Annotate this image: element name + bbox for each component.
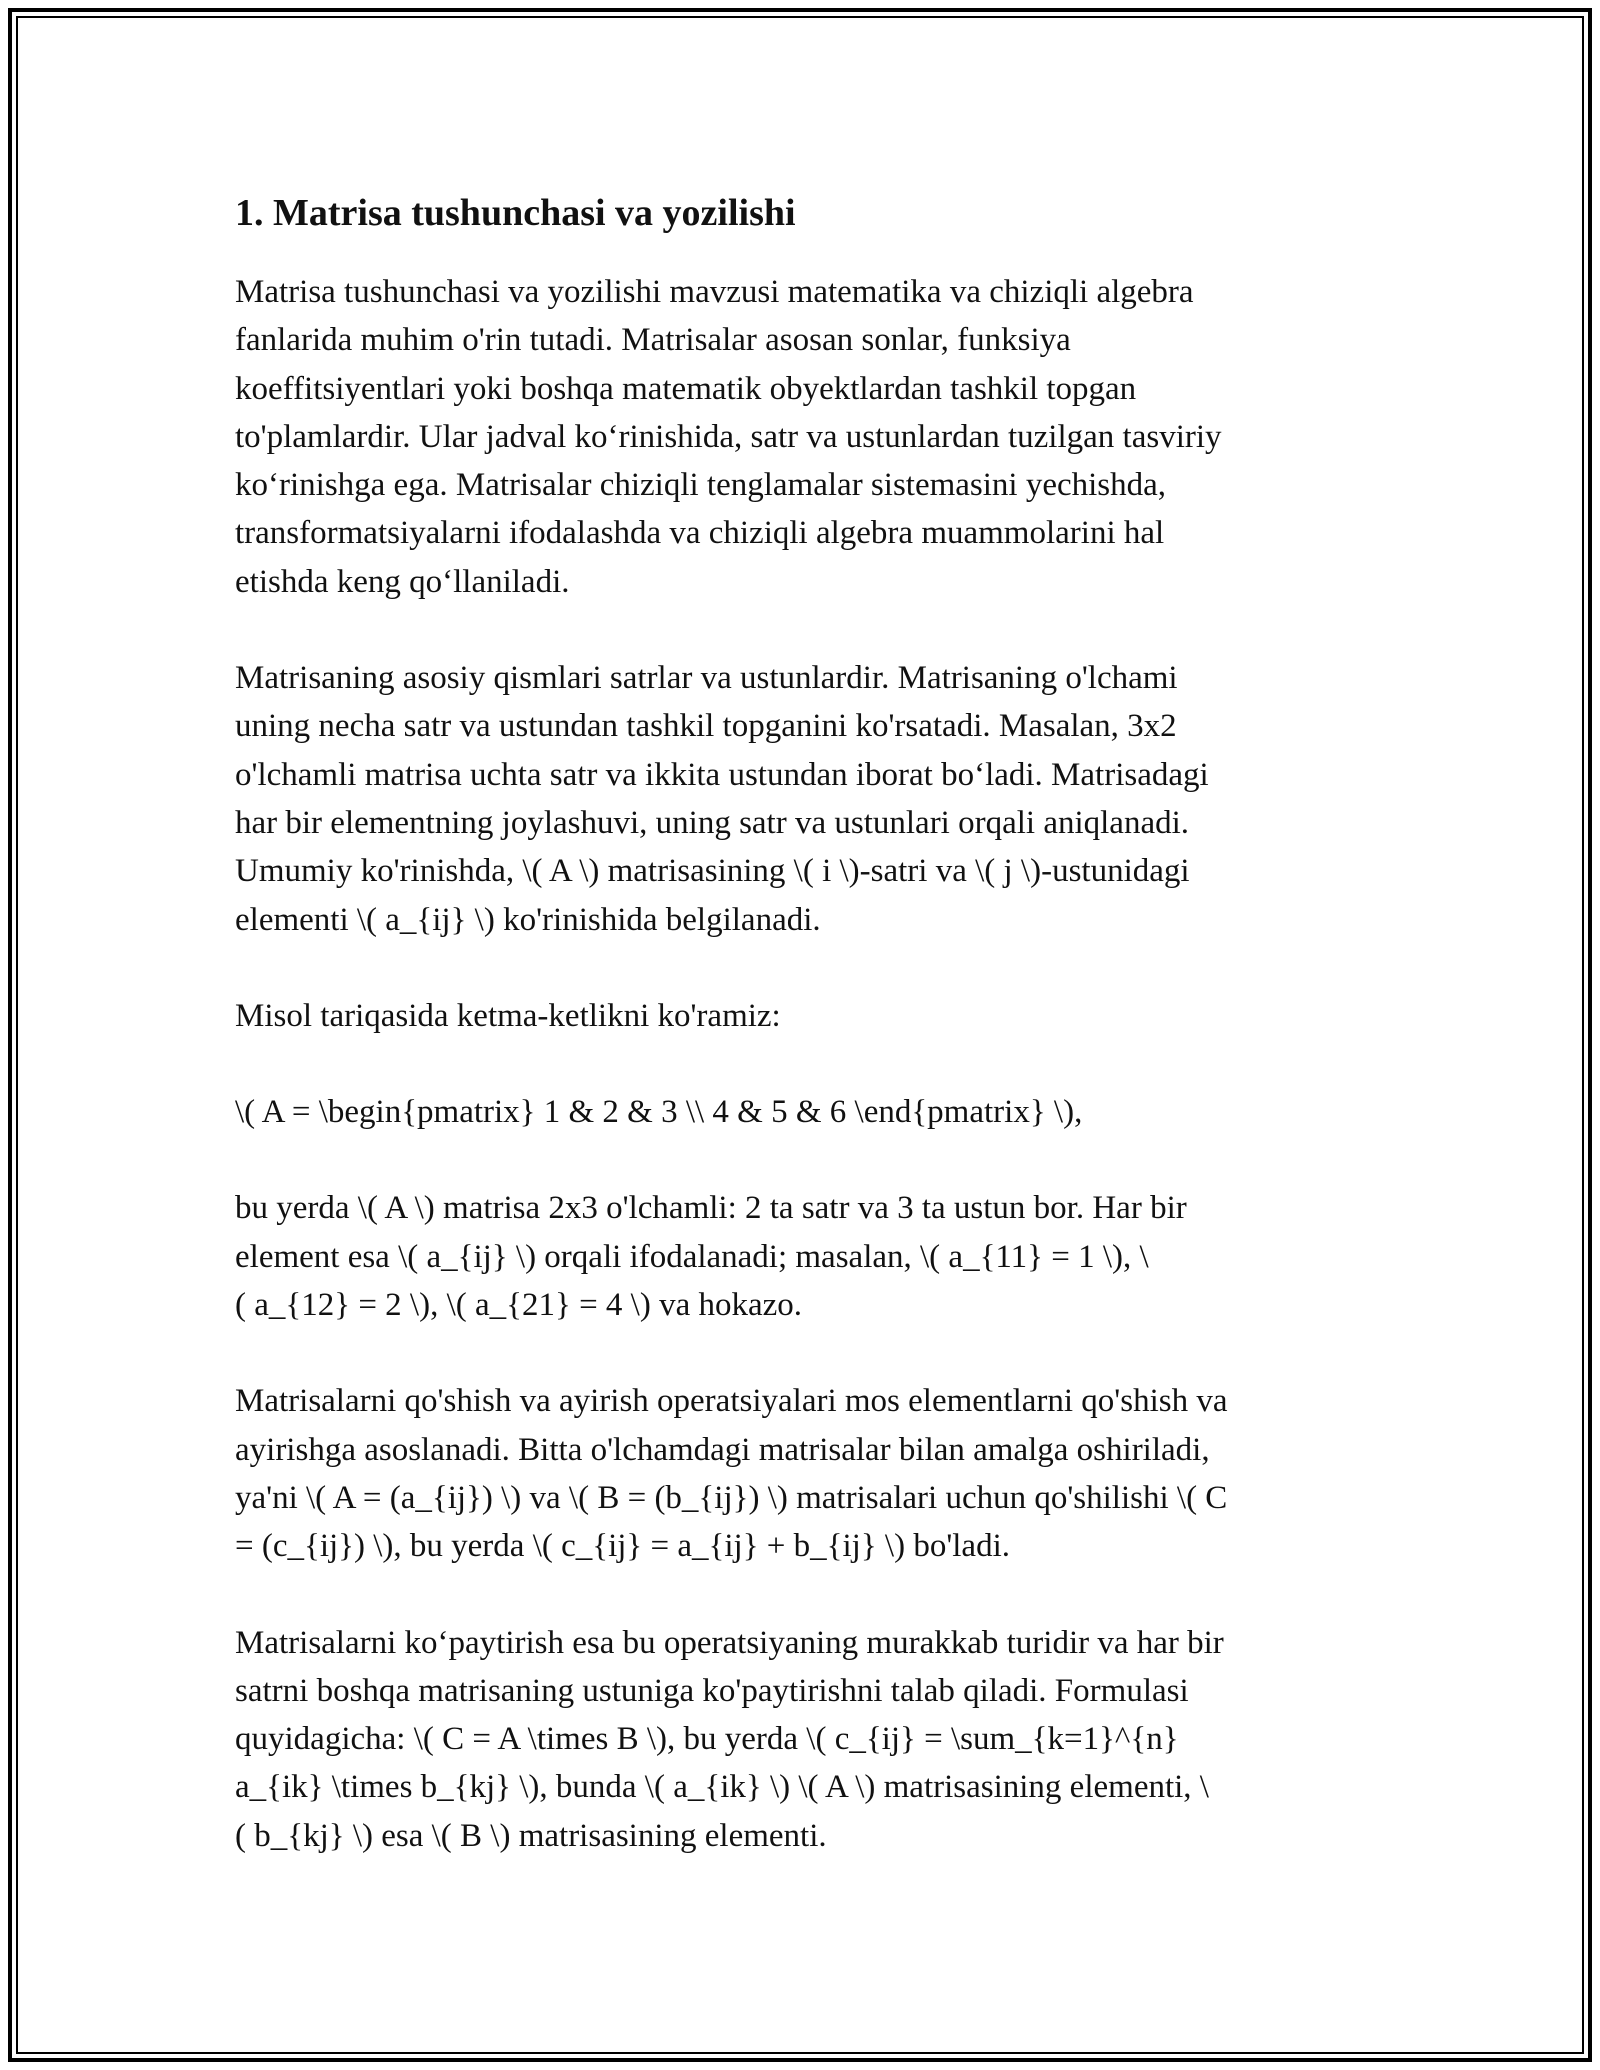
text-line: fanlarida muhim o'rin tutadi. Matrisalar asosan sonlar, funksiya [235,322,1071,359]
text-line: bu yerda \( A \) matrisa 2x3 o'lchamli: 2 ta satr va 3 ta ustun bor. Har bir [235,1190,1187,1227]
text-line: har bir elementning joylashuvi, uning satr va ustunlari orqali aniqlanadi. [235,804,1190,841]
text-line: uning necha satr va ustundan tashkil topganini ko'rsatadi. Masalan, 3x2 [235,708,1177,745]
text-line: Umumiy ko'rinishda, \( A \) matrisasining \( i \)-satri va \( j \)-ustunidagi [235,853,1190,890]
paragraph-multiplication [235,1619,1355,1860]
text-line: koeffitsiyentlari yoki boshqa matematik obyektlardan tashkil topgan [235,370,1137,407]
text-line: quyidagicha: \( C = A \times B \), bu yerda \( c_{ij} = \sum_{k=1}^{n} [235,1721,1179,1758]
text-line: a_{ik} \times b_{kj} \), bunda \( a_{ik} \) \( A \) matrisasining elementi, \ [235,1769,1209,1806]
paragraph-formula [235,1088,1355,1136]
text-line: to'plamlardir. Ular jadval ko‘rinishida, satr va ustunlardan tuzilgan tasviriy [235,418,1222,455]
paragraph-example-intro [235,992,1355,1040]
text-line: elementi \( a_{ij} \) ko'rinishida belgilanadi. [235,901,821,938]
text-line: = (c_{ij}) \), bu yerda \( c_{ij} = a_{ij} + b_{ij} \) bo'ladi. [235,1528,1011,1565]
text-line: transformatsiyalarni ifodalashda va chiziqli algebra muammolarini hal [235,515,1165,552]
text-line: element esa \( a_{ij} \) orqali ifodalanadi; masalan, \( a_{11} = 1 \), \ [235,1238,1149,1275]
text-line: etishda keng qo‘llaniladi. [235,563,570,600]
text-line: Matrisa tushunchasi va yozilishi mavzusi matematika va chiziqli algebra [235,274,1194,310]
text-line: ( a_{12} = 2 \), \( a_{21} = 4 \) va hokazo. [235,1287,803,1324]
text-line: Matrisalarni ko‘paytirish esa bu operatsiyaning murakkab turidir va har bir [235,1624,1224,1661]
formula-line: \( A = \begin{pmatrix} 1 & 2 & 3 \\ 4 & 5 & 6 \end{pmatrix} \), [235,1094,1083,1131]
paragraph-matrix-parts [235,654,1355,944]
section-heading: 1. Matrisa tushunchasi va yozilishi [235,192,796,234]
text-line: Misol tariqasida ketma-ketlikni ko'ramiz: [235,997,781,1034]
text-line: ya'ni \( A = (a_{ij}) \) va \( B = (b_{ij}) \) matrisalari uchun qo'shilishi \( C [235,1479,1228,1516]
text-line: o'lchamli matrisa uchta satr va ikkita ustundan iborat bo‘ladi. Matrisadagi [235,756,1209,793]
paragraph-intro [235,268,1355,606]
text-line: satrni boshqa matrisaning ustuniga ko'paytirishni talab qiladi. Formulasi [235,1672,1189,1709]
paragraph-addition [235,1377,1355,1570]
paragraph-example-explanation [235,1184,1355,1329]
document-body [235,186,1355,1860]
text-line: Matrisalarni qo'shish va ayirish operatsiyalari mos elementlarni qo'shish va [235,1383,1228,1420]
text-line: ayirishga asoslanadi. Bitta o'lchamdagi matrisalar bilan amalga oshiriladi, [235,1431,1210,1468]
text-line: ko‘rinishga ega. Matrisalar chiziqli tenglamalar sistemasini yechishda, [235,467,1167,504]
text-line: ( b_{kj} \) esa \( B \) matrisasining elementi. [235,1817,827,1854]
text-line: Matrisaning asosiy qismlari satrlar va ustunlardir. Matrisaning o'lchami [235,660,1178,697]
